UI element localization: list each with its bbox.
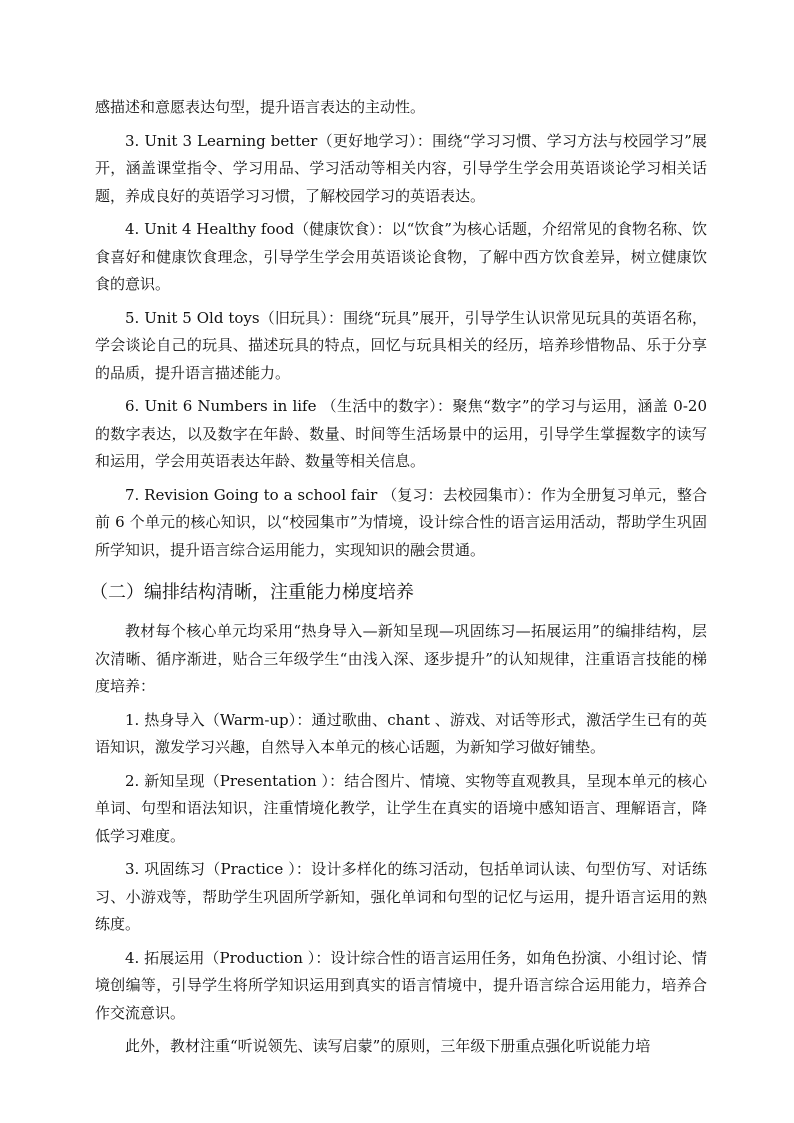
paragraph-practice: 3. 巩固练习（Practice ）：设计多样化的练习活动，包括单词认读、句型仿写、对话练习、小游戏等，帮助学生巩固所学新知，强化单词和句型的记忆与运用，提升语言运用的熟练度。 <box>95 860 707 933</box>
section-heading: （二）编排结构清晰，注重能力梯度培养 <box>90 582 414 603</box>
paragraph-unit-4: 4. Unit 4 Healthy food（健康饮食）：以“饮食”为核心话题，介绍常见的食物名称、饮食喜好和健康饮食理念，引导学生学会用英语谈论食物，了解中西方饮食差异，树立健康饮食的意识。 <box>95 220 707 293</box>
document-body <box>90 94 707 1067</box>
paragraph-unit-6: 6. Unit 6 Numbers in life （生活中的数字）：聚焦“数字”的学习与运用，涵盖 0-20 的数字表达，以及数字在年龄、数量、时间等生活场景中的运用，引导学生掌握数字的读写和运用，学会用英语表达年龄、数量等相关信息。 <box>95 397 707 470</box>
paragraph-unit-3: 3. Unit 3 Learning better（更好地学习）：围绕“学习习惯、学习方法与校园学习”展开，涵盖课堂指令、学习用品、学习活动等相关内容，引导学生学会用英语谈论学习相关话题，养成良好的英语学习习惯，了解校园学习的英语表达。 <box>95 131 707 205</box>
paragraph-continuation: 感描述和意愿表达句型，提升语言表达的主动性。 <box>95 98 426 116</box>
paragraph-production: 4. 拓展运用（Production ）：设计综合性的语言运用任务，如角色扮演、小组讨论、情境创编等，引导学生将所学知识运用到真实的语言情境中，提升语言综合运用能力，培养合作交流意识。 <box>95 948 707 1022</box>
paragraph-additional-note: 此外，教材注重“听说领先、读写启蒙”的原则，三年级下册重点强化听说能力培 <box>125 1037 651 1055</box>
paragraph-structure-intro: 教材每个核心单元均采用“热身导入—新知呈现—巩固练习—拓展运用”的编排结构，层次清晰、循序渐进，贴合三年级学生“由浅入深、逐步提升”的认知规律，注重语言技能的梯度培养： <box>95 622 707 695</box>
paragraph-warm-up: 1. 热身导入（Warm-up）：通过歌曲、chant 、游戏、对话等形式，激活学生已有的英语知识，激发学习兴趣，自然导入本单元的核心话题，为新知学习做好铺垫。 <box>95 710 707 756</box>
paragraph-presentation: 2. 新知呈现（Presentation ）：结合图片、情境、实物等直观教具，呈现本单元的核心单词、句型和语法知识，注重情境化教学，让学生在真实的语境中感知语言、理解语言，降低学习难度。 <box>95 771 707 845</box>
paragraph-unit-5: 5. Unit 5 Old toys（旧玩具）：围绕“玩具”展开，引导学生认识常见玩具的英语名称，学会谈论自己的玩具、描述玩具的特点，回忆与玩具相关的经历，培养珍惜物品、乐于分享的品质，提升语言描述能力。 <box>95 308 707 382</box>
paragraph-revision: 7. Revision Going to a school fair （复习：去校园集市）：作为全册复习单元，整合前 6 个单元的核心知识，以“校园集市”为情境，设计综合性的语言运用活动，帮助学生巩固所学知识，提升语言综合运用能力，实现知识的融会贯通。 <box>95 485 707 559</box>
